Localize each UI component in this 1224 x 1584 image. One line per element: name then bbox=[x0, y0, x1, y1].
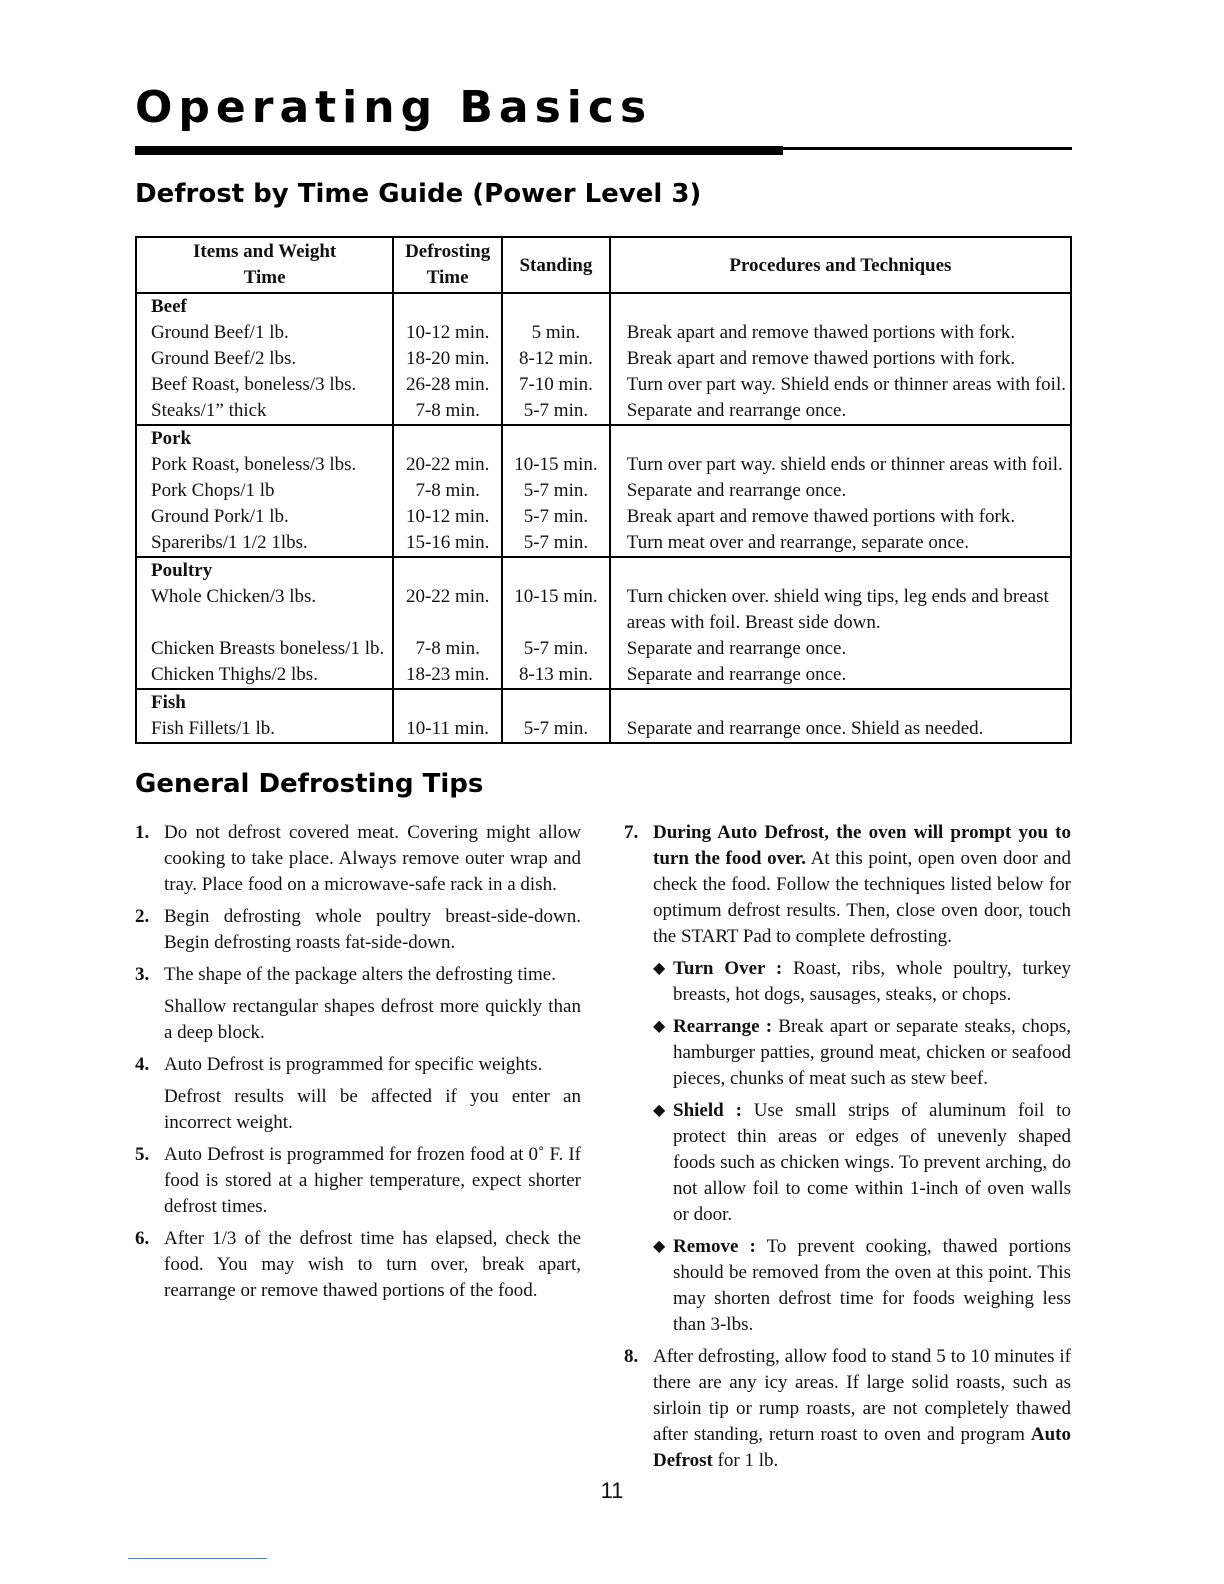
item-weight: Beef Roast, boneless/3 lbs. bbox=[151, 374, 357, 395]
item-weight: Ground Beef/2 lbs. bbox=[151, 348, 297, 369]
column-header-items: Items and Weight Time bbox=[136, 237, 393, 293]
diamond-bullet-icon: ◆ bbox=[653, 960, 666, 977]
spacer bbox=[507, 690, 605, 716]
standing-time: 10-15 min. bbox=[514, 586, 598, 607]
item-weight: Chicken Thighs/2 lbs. bbox=[151, 664, 318, 685]
defrost-time-cell bbox=[393, 293, 502, 425]
diamond-bullet-icon: ◆ bbox=[653, 1018, 666, 1035]
spacer bbox=[627, 294, 1066, 320]
standing-time: 5-7 min. bbox=[523, 532, 589, 553]
standing-time-cell bbox=[502, 557, 610, 689]
defrost-guide-table bbox=[135, 236, 1072, 744]
standing-time: 8-13 min. bbox=[518, 664, 593, 685]
procedure-text: Separate and rearrange once. bbox=[626, 638, 847, 659]
technique-shield: ◆ Shield : Use small strips of aluminum foil to protect thin areas or edges of unevenly shaped foods such as chicken wings. To prevent arching, do not allow foil to come within 1-inch of oven walls or door. bbox=[653, 1100, 1071, 1225]
standing-time-cell bbox=[502, 293, 610, 425]
standing-time: 5-7 min. bbox=[523, 638, 589, 659]
tip-6: 6. After 1/3 of the defrost time has elapsed, check the food. You may wish to turn over, break apart, rearrange or remove thawed portions of the food. bbox=[135, 1226, 581, 1304]
item-weight: Steaks/1” thick bbox=[151, 400, 267, 421]
standing-time: 5-7 min. bbox=[523, 506, 589, 527]
item-weight: Pork Roast, boneless/3 lbs. bbox=[151, 454, 357, 475]
table-header-row bbox=[136, 237, 1071, 293]
standing-time: 7-10 min. bbox=[518, 374, 593, 395]
diamond-bullet-icon: ◆ bbox=[653, 1238, 666, 1255]
defrost-time: 7-8 min. bbox=[415, 400, 480, 421]
item-weight: Chicken Breasts boneless/1 lb. bbox=[151, 638, 385, 659]
standing-time: 10-15 min. bbox=[514, 454, 598, 475]
tip-text: Defrost results will be affected if you enter an incorrect weight. bbox=[164, 1086, 581, 1133]
defrost-time: 7-8 min. bbox=[415, 638, 480, 659]
items-cell bbox=[136, 557, 393, 689]
spacer bbox=[398, 426, 497, 452]
procedure-cell bbox=[610, 425, 1071, 557]
defrost-time: 7-8 min. bbox=[415, 480, 480, 501]
table-group-beef bbox=[136, 293, 1071, 425]
procedure-cell bbox=[610, 293, 1071, 425]
tip-text: Auto Defrost is programmed for specific weights. bbox=[164, 1054, 543, 1075]
tip-text: Do not defrost covered meat. Covering might allow cooking to take place. Always remove outer wrap and tray. Place food on a microwave-safe rack in a dish. bbox=[164, 822, 581, 895]
standing-time: 5 min. bbox=[531, 322, 581, 343]
group-name: Fish bbox=[151, 692, 186, 713]
procedure-text: Turn over part way. shield ends or thinner areas with foil. bbox=[626, 454, 1063, 475]
spacer bbox=[398, 690, 497, 716]
tip-text: Shallow rectangular shapes defrost more quickly than a deep block. bbox=[164, 996, 581, 1043]
procedure-text: Turn over part way. Shield ends or thinner areas with foil. bbox=[626, 374, 1066, 395]
table-group-poultry bbox=[136, 557, 1071, 689]
items-cell bbox=[136, 425, 393, 557]
procedure-text: Break apart and remove thawed portions with fork. bbox=[626, 506, 1016, 527]
item-weight: Pork Chops/1 lb bbox=[151, 480, 275, 501]
footer-line bbox=[128, 1558, 267, 1559]
column-header-procedures: Procedures and Techniques bbox=[610, 237, 1071, 293]
defrost-time-cell bbox=[393, 557, 502, 689]
items-cell bbox=[136, 689, 393, 743]
defrost-guide-title: Defrost by Time Guide (Power Level 3) bbox=[135, 179, 702, 209]
tips-left-column bbox=[135, 820, 581, 1310]
spacer bbox=[507, 426, 605, 452]
spacer bbox=[151, 610, 384, 636]
spacer bbox=[507, 610, 605, 636]
tip-5: 5. Auto Defrost is programmed for frozen food at 0˚ F. If food is stored at a higher temperature, expect shorter defrost times. bbox=[135, 1142, 581, 1220]
tip-text: Auto Defrost is programmed for frozen food at 0˚ F. If food is stored at a higher temperature, expect shorter defrost times. bbox=[164, 1144, 581, 1217]
procedure-text: Turn chicken over. shield wing tips, leg ends and breast bbox=[626, 586, 1049, 607]
item-weight: Ground Beef/1 lb. bbox=[151, 322, 289, 343]
defrost-time: 10-11 min. bbox=[406, 718, 489, 739]
defrost-time: 10-12 min. bbox=[405, 506, 490, 527]
defrost-time: 20-22 min. bbox=[405, 454, 490, 475]
procedure-text: Break apart and remove thawed portions with fork. bbox=[626, 348, 1016, 369]
defrost-time: 15-16 min. bbox=[405, 532, 490, 553]
table-group-fish bbox=[136, 689, 1071, 743]
standing-time: 5-7 min. bbox=[523, 400, 589, 421]
tip-7: 7. During Auto Defrost, the oven will prompt you to turn the food over. At this point, open oven door and check the food. Follow the techniques listed below for optimum defrost results. Then, close oven door, touch the START Pad to complete defrosting. ◆ Turn Over : Roast, ribs, whole poultry, turkey breasts, hot dogs, sausages, steaks, or chops. ◆ Rearrange : Break apart or separate steaks, chops, hamburger patties, ground meat, chicken or seafood pieces, chunks of meat such as stew beef. ◆ Shield : Use small strips of aluminum foil to protect thin areas or edges of unevenly shaped foods such as chicken wings. To prevent arching, do not allow foil to come within 1-inch of oven walls or door. ◆ Remove : To prevent cooking, thawed portions should be removed from the oven at this point. This may shorten defrost time for foods weighing less than 3-lbs. bbox=[624, 820, 1071, 1338]
spacer bbox=[627, 558, 1066, 584]
procedure-text: Separate and rearrange once. Shield as needed. bbox=[626, 718, 984, 739]
defrost-time: 18-20 min. bbox=[405, 348, 490, 369]
spacer bbox=[627, 426, 1066, 452]
page-number: 11 bbox=[600, 1478, 624, 1503]
standing-time: 5-7 min. bbox=[523, 718, 589, 739]
defrost-time: 10-12 min. bbox=[405, 322, 490, 343]
tip-text: After defrosting, allow food to stand 5 to 10 minutes if there are any icy areas. If large solid roasts, such as sirloin tip or rump roasts, are not completely thawed after standing, return roast to oven and program Auto Defrost for 1 lb. bbox=[653, 1346, 1071, 1471]
procedure-cell bbox=[610, 557, 1071, 689]
tip-text: The shape of the package alters the defrosting time. bbox=[164, 964, 556, 985]
spacer bbox=[398, 610, 497, 636]
tip-text: After 1/3 of the defrost time has elapsed, check the food. You may wish to turn over, break apart, rearrange or remove thawed portions of the food. bbox=[164, 1228, 581, 1301]
procedure-text: Break apart and remove thawed portions with fork. bbox=[626, 322, 1016, 343]
procedure-cell bbox=[610, 689, 1071, 743]
standing-time: 5-7 min. bbox=[523, 480, 589, 501]
defrost-time-cell bbox=[393, 689, 502, 743]
procedure-text: Turn meat over and rearrange, separate once. bbox=[626, 532, 969, 553]
spacer bbox=[398, 294, 497, 320]
group-name: Beef bbox=[151, 296, 187, 317]
group-name: Poultry bbox=[151, 560, 213, 581]
tip-text: During Auto Defrost, the oven will prompt you to turn the food over. At this point, open oven door and check the food. Follow the techniques listed below for optimum defrost results. Then, close oven door, touch the START Pad to complete defrosting. bbox=[653, 822, 1071, 947]
tip-1: 1. Do not defrost covered meat. Covering might allow cooking to take place. Always remove outer wrap and tray. Place food on a microwave-safe rack in a dish. bbox=[135, 820, 581, 898]
tip-3: 3. The shape of the package alters the defrosting time. Shallow rectangular shapes defrost more quickly than a deep block. bbox=[135, 962, 581, 1046]
table-group-pork bbox=[136, 425, 1071, 557]
column-header-defrosting: Defrosting Time bbox=[393, 237, 502, 293]
defrost-time: 20-22 min. bbox=[405, 586, 490, 607]
title-rule-thick bbox=[135, 146, 783, 155]
spacer bbox=[507, 558, 605, 584]
tips-title: General Defrosting Tips bbox=[135, 769, 484, 799]
standing-time-cell bbox=[502, 689, 610, 743]
spacer bbox=[507, 294, 605, 320]
item-weight: Spareribs/1 1/2 1lbs. bbox=[151, 532, 308, 553]
item-weight: Ground Pork/1 lb. bbox=[151, 506, 289, 527]
tip-2: 2. Begin defrosting whole poultry breast-side-down. Begin defrosting roasts fat-side-down. bbox=[135, 904, 581, 956]
tip-4: 4. Auto Defrost is programmed for specific weights. Defrost results will be affected if you enter an incorrect weight. bbox=[135, 1052, 581, 1136]
standing-time-cell bbox=[502, 425, 610, 557]
tip-text: Begin defrosting whole poultry breast-side-down. Begin defrosting roasts fat-side-down. bbox=[164, 906, 581, 953]
page-title: Operating Basics bbox=[135, 82, 653, 133]
item-weight: Whole Chicken/3 lbs. bbox=[151, 586, 317, 607]
column-header-standing: Standing bbox=[502, 237, 610, 293]
item-weight: Fish Fillets/1 lb. bbox=[151, 718, 276, 739]
defrost-time: 18-23 min. bbox=[405, 664, 490, 685]
diamond-bullet-icon: ◆ bbox=[653, 1102, 666, 1119]
procedure-text: Separate and rearrange once. bbox=[626, 664, 847, 685]
spacer bbox=[627, 690, 1066, 716]
procedure-text: Separate and rearrange once. bbox=[626, 400, 847, 421]
group-name: Pork bbox=[151, 428, 192, 449]
technique-remove: ◆ Remove : To prevent cooking, thawed portions should be removed from the oven at this point. This may shorten defrost time for foods weighing less than 3-lbs. bbox=[653, 1236, 1072, 1335]
tip-8: 8. After defrosting, allow food to stand 5 to 10 minutes if there are any icy areas. If large solid roasts, such as sirloin tip or rump roasts, are not completely thawed after standing, return roast to oven and program Auto Defrost for 1 lb. bbox=[624, 1344, 1071, 1474]
procedure-text: Separate and rearrange once. bbox=[626, 480, 847, 501]
items-cell bbox=[136, 293, 393, 425]
procedure-text: areas with foil. Breast side down. bbox=[626, 612, 881, 633]
standing-time: 8-12 min. bbox=[518, 348, 593, 369]
technique-turn-over: ◆ Turn Over : Roast, ribs, whole poultry, turkey breasts, hot dogs, sausages, steaks, or chops. bbox=[653, 958, 1072, 1005]
defrost-time-cell bbox=[393, 425, 502, 557]
spacer bbox=[398, 558, 497, 584]
technique-rearrange: ◆ Rearrange : Break apart or separate steaks, chops, hamburger patties, ground meat, chicken or seafood pieces, chunks of meat such as stew beef. bbox=[653, 1016, 1071, 1089]
title-rule-thin bbox=[783, 147, 1072, 150]
tips-right-column bbox=[624, 820, 1071, 1480]
defrost-time: 26-28 min. bbox=[405, 374, 490, 395]
